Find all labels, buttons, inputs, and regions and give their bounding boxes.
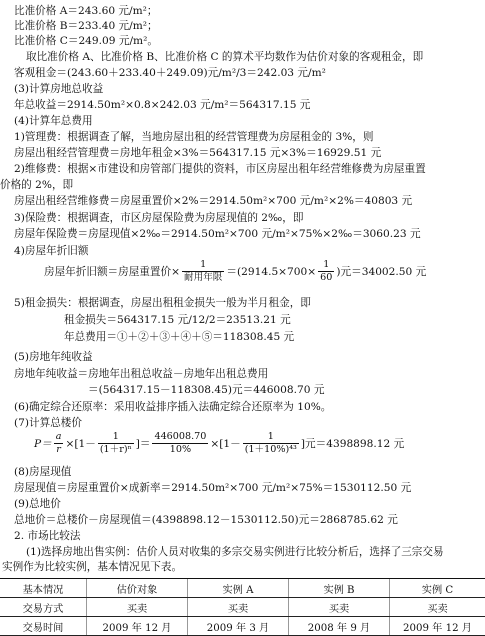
denominator: 耐用年限	[184, 272, 223, 283]
text-line: 租金损失＝564317.15 元/12/2＝23513.21 元	[64, 314, 291, 326]
denominator: r	[56, 444, 61, 455]
table-cell: 交易方式	[0, 598, 87, 617]
text-line: 比准价格 A＝243.60 元/m²；	[14, 5, 158, 17]
section-heading: (7)计算总楼价	[14, 417, 82, 429]
text-line: (1)选择房地出售实例：估价人员对收集的多宗交易实例进行比较分析后，选择了三宗交易	[26, 546, 444, 558]
numerator: a	[55, 431, 62, 442]
numerator: 446008.70	[154, 431, 207, 442]
text-line: 房屋出租经营维修费＝房屋重置价×2%＝2914.50m²×700 元/m²×2%＝40803 元	[14, 195, 413, 207]
formula-text: )元＝34002.50 元	[336, 266, 427, 278]
text-line: 年总费用＝①＋②＋③＋④＋⑤＝118308.45 元	[64, 331, 295, 343]
table-header-row	[0, 579, 485, 598]
formula-text: ]元＝4398898.12 元	[300, 438, 405, 450]
formula-text: P＝	[34, 438, 52, 450]
numerator: 1	[318, 259, 334, 272]
text-line: (6)确定综合还原率：采用收益排序插入法确定综合还原率为 10%。	[14, 401, 332, 413]
denominator: (1＋r)ⁿ	[99, 444, 132, 455]
comparison-table	[0, 578, 485, 636]
fraction	[98, 431, 134, 456]
table-cell: 2009 年 12 月	[87, 617, 188, 636]
text-line: 总地价＝总楼价－房屋现值＝(4398898.12－1530112.50)元＝2868785.62 元	[14, 514, 398, 526]
table-header-cell: 实例 B	[289, 579, 390, 598]
text-line: 价格的 2%，即	[0, 179, 74, 191]
denominator: (1＋10%)⁴³	[244, 444, 297, 455]
text-line: 客观租金＝(243.60＋233.40＋249.09)元/m²/3＝242.03 元/m²	[14, 67, 326, 79]
formula-text: ]＝	[135, 438, 151, 450]
table-cell: 买卖	[87, 598, 188, 617]
text-line: 2)维修费：根据×市建设和房管部门提供的资料，市区房屋出租年经营维修费为房屋重置	[14, 163, 426, 175]
numerator: 1	[182, 259, 224, 272]
table-cell: 买卖	[188, 598, 289, 617]
table-cell: 2008 年 9 月	[289, 617, 390, 636]
text-line: 房屋年保险费＝房屋现值×2‰＝2914.50m²×700 元/m²×75%×2‰＝3060.23 元	[14, 228, 421, 240]
fraction	[182, 259, 224, 284]
section-heading: (4)计算年总费用	[14, 115, 93, 127]
section-heading: (5)房地年纯收益	[14, 351, 93, 363]
depreciation-formula	[44, 259, 426, 284]
text-line: 1)管理费：根据调查了解，当地房屋出租的经营管理费为房屋租金的 3%，则	[14, 131, 374, 143]
text-line: 房地年纯收益＝房地年出租总收益－房地年出租总费用	[14, 368, 269, 380]
formula-text: ×[1－	[65, 438, 96, 450]
text-line: 4)房屋年折旧额	[14, 245, 89, 257]
numerator: 1	[98, 431, 134, 444]
fraction	[318, 259, 334, 284]
numerator: 1	[243, 431, 299, 444]
text-line: 取比准价格 A、比准价格 B、比准价格 C 的算术平均数作为估价对象的客观租金，即	[26, 51, 424, 63]
text-line: 5)租金损失：根据调查，房屋出租租金损失一般为半月租金，即	[14, 297, 311, 309]
fraction	[243, 431, 299, 456]
table-row	[0, 598, 485, 617]
text-line: 比准价格 B＝233.40 元/m²；	[14, 20, 158, 32]
fraction	[54, 431, 64, 456]
fraction	[152, 431, 208, 456]
formula-text: ＝(2914.5×700×	[226, 266, 317, 278]
section-heading: (3)计算房地总收益	[14, 83, 104, 95]
section-heading: 2. 市场比较法	[14, 530, 81, 542]
table-header-cell: 基本情况	[0, 579, 87, 598]
section-heading: (8)房屋现值	[14, 466, 72, 478]
table-cell: 买卖	[390, 598, 485, 617]
text-line: ＝(564317.15－118308.45)元＝446008.70 元	[88, 384, 325, 396]
table-cell: 2009 年 12 月	[390, 617, 485, 636]
text-line: 3)保险费：根据调查，市区房屋保险费为房屋现值的 2‰，即	[14, 212, 304, 224]
section-heading: (9)总地价	[14, 498, 61, 510]
table-header-cell: 实例 A	[188, 579, 289, 598]
table-cell: 2009 年 3 月	[188, 617, 289, 636]
total-price-formula	[34, 431, 404, 456]
table-header-cell: 估价对象	[87, 579, 188, 598]
text-line: 房屋现值＝房屋重置价×成新率＝2914.50m²×700 元/m²×75%＝1530112.50 元	[14, 482, 412, 494]
table-cell: 交易时间	[0, 617, 87, 636]
table-row	[0, 617, 485, 636]
text-line: 实例作为比较实例，基本情况见下表。	[2, 561, 183, 573]
text-line: 房屋出租经营管理费＝房地年租金×3%＝564317.15 元×3%＝16929.51 元	[14, 147, 382, 159]
table-header-cell: 实例 C	[390, 579, 485, 598]
denominator: 60	[320, 272, 333, 283]
formula-text: ×[1－	[210, 438, 241, 450]
table-cell: 买卖	[289, 598, 390, 617]
text-line: 比准价格 C＝249.09 元/m²。	[14, 35, 158, 47]
formula-text: 房屋年折旧额＝房屋重置价×	[44, 266, 181, 278]
text-line: 年总收益＝2914.50m²×0.8×242.03 元/m²＝564317.15 元	[14, 99, 311, 111]
denominator: 10%	[169, 444, 192, 455]
